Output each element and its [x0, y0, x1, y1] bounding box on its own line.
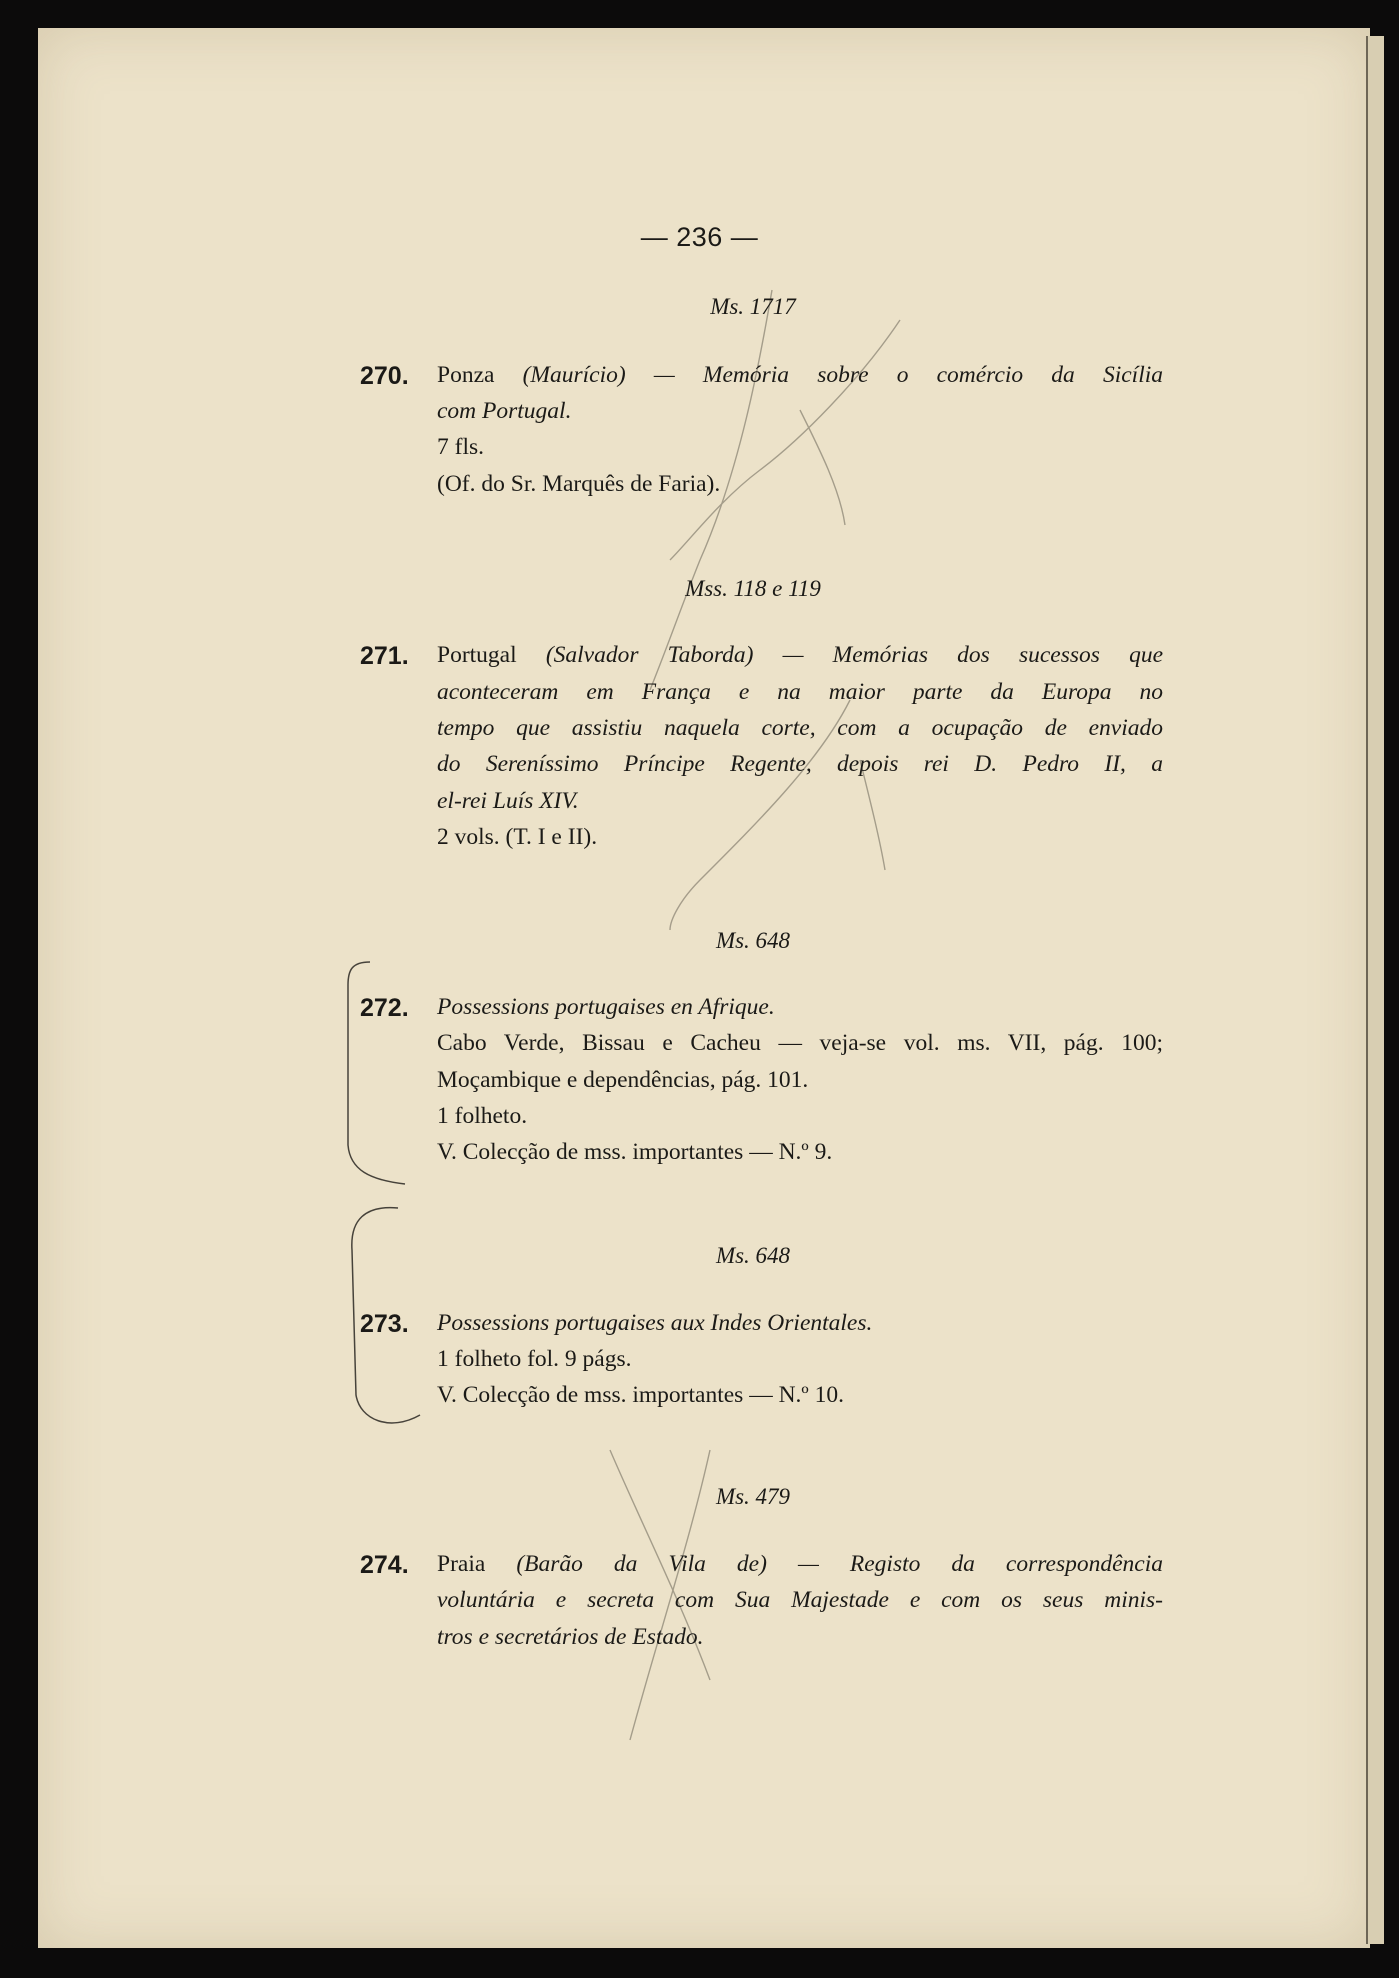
entry-line: Moçambique e dependências, pág. 101. — [437, 1067, 809, 1093]
entry-line — [437, 1551, 1163, 1578]
entry-line: aconteceram em França e na maior parte da Europa no — [437, 679, 1163, 705]
shelfmark-heading: Ms. 648 — [715, 928, 791, 953]
shelfmark-heading: Ms. 648 — [715, 1243, 791, 1268]
entry-line: com Portugal. — [437, 398, 572, 424]
entry-number: 274. — [360, 1551, 409, 1579]
entry-number: 270. — [360, 362, 409, 390]
next-page-edge — [1368, 36, 1384, 1944]
entry-line: do Sereníssimo Príncipe Regente, depois rei D. Pedro II, a — [437, 751, 1163, 777]
entry-line: 1 folheto. — [437, 1103, 528, 1129]
entry-line: Possessions portugaises aux Indes Orientales. — [437, 1310, 873, 1336]
entry-line: tempo que assistiu naquela corte, com a ocupação de enviado — [437, 715, 1163, 741]
entry-line: tros e secretários de Estado. — [437, 1624, 704, 1650]
author-name: Ponza — [437, 362, 523, 388]
shelfmark-heading: Mss. 118 e 119 — [685, 576, 821, 601]
entry-line: (Of. do Sr. Marquês de Faria). — [437, 471, 721, 497]
entry-line — [437, 642, 1163, 669]
author-name: Portugal — [437, 642, 546, 668]
entry-title: (Salvador Taborda) — Memórias dos sucessos que — [545, 642, 1163, 668]
entry-line: 1 folheto fol. 9 págs. — [437, 1346, 632, 1372]
entry-line: V. Colecção de mss. importantes — N.º 9. — [437, 1139, 833, 1165]
entry-title: (Maurício) — Memória sobre o comércio da Sicília — [522, 362, 1164, 388]
entry-line: 2 vols. (T. I e II). — [437, 824, 598, 850]
entry-line — [437, 362, 1163, 389]
entry-line: Cabo Verde, Bissau e Cacheu — veja-se vol. ms. VII, pág. 100; — [437, 1030, 1163, 1056]
entry-line: el-rei Luís XIV. — [437, 788, 579, 814]
entry-number: 273. — [360, 1310, 409, 1338]
entry-line: voluntária e secreta com Sua Majestade e com os seus minis- — [437, 1587, 1163, 1613]
shelfmark-heading: Ms. 1717 — [710, 294, 796, 319]
entry-number: 271. — [360, 642, 409, 670]
entry-line: Possessions portugaises en Afrique. — [437, 994, 775, 1020]
entry-line: 7 fls. — [437, 434, 484, 460]
entry-number: 272. — [360, 994, 409, 1022]
page-number: — 236 — — [640, 222, 759, 252]
author-name: Praia — [437, 1551, 517, 1577]
entry-line: V. Colecção de mss. importantes — N.º 10. — [437, 1382, 844, 1408]
shelfmark-heading: Ms. 479 — [715, 1484, 791, 1509]
entry-title: (Barão da Vila de) — Registo da correspondência — [516, 1551, 1163, 1577]
